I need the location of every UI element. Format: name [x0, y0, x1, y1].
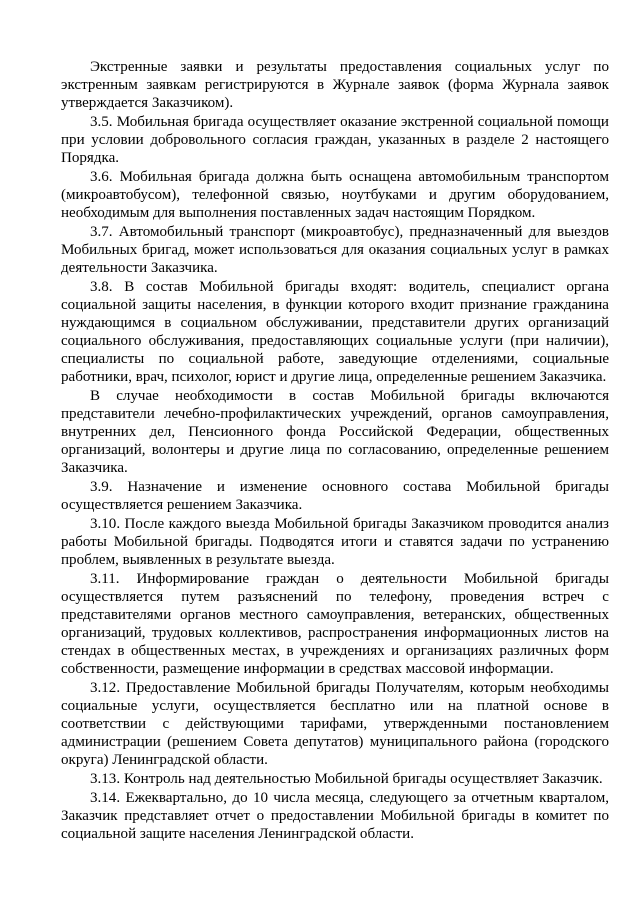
- paragraph-3-11: 3.11. Информирование граждан о деятельности Мобильной бригады осуществляется путем разъяснений по телефону, проведения встреч с представителями органов местного самоуправления, ветеранских, общественных организаций, трудовых коллективов, распространения информационных листов на стендах в общественных местах, в учреждениях и организациях различных форм собственности, размещение информации в средствах массовой информации.: [61, 571, 609, 677]
- paragraph-3-8: 3.8. В состав Мобильной бригады входят: водитель, специалист органа социальной защиты населения, в функции которого входит признание гражданина нуждающимся в социальном обслуживании, представители других организаций социального обслуживания, предоставляющих социальные услуги (при наличии), специалисты по социальной работе, заведующие отделениями, социальные работники, врач, психолог, юрист и другие лица, определенные решением Заказчика.: [61, 279, 609, 385]
- paragraph-3-6: 3.6. Мобильная бригада должна быть оснащена автомобильным транспортом (микроавтобусом), телефонной связью, ноутбуками и другим оборудованием, необходимым для выполнения поставленных задач настоящим Порядком.: [61, 169, 609, 221]
- paragraph-3-10: 3.10. После каждого выезда Мобильной бригады Заказчиком проводится анализ работы Мобильной бригады. Подводятся итоги и ставятся задачи по устранению проблем, выявленных в результате выезда.: [61, 516, 609, 568]
- paragraph-3-13: 3.13. Контроль над деятельностью Мобильной бригады осуществляет Заказчик.: [90, 771, 603, 787]
- paragraph-emergency-requests: Экстренные заявки и результаты предоставления социальных услуг по экстренным заявкам регистрируются в Журнале заявок (форма Журнала заявок утверждается Заказчиком).: [61, 59, 609, 111]
- document-page: [61, 58, 609, 844]
- paragraph-3-7: 3.7. Автомобильный транспорт (микроавтобус), предназначенный для выездов Мобильных бригад, может использоваться для оказания социальных услуг в рамках деятельности Заказчика.: [61, 224, 609, 276]
- paragraph-3-14: 3.14. Ежеквартально, до 10 числа месяца, следующего за отчетным кварталом, Заказчик представляет отчет о предоставлении Мобильной бригады в комитет по социальной защите населения Ленинградской области.: [61, 790, 609, 842]
- paragraph-3-9: 3.9. Назначение и изменение основного состава Мобильной бригады осуществляется решением Заказчика.: [61, 479, 609, 513]
- paragraph-3-12: 3.12. Предоставление Мобильной бригады Получателям, которым необходимы социальные услуги, осуществляется бесплатно или на платной основе в соответствии с действующими тарифами, утвержденными постановлением администрации (решением Совета депутатов) муниципального района (городского округа) Ленинградской области.: [61, 680, 609, 768]
- paragraph-3-8-additional: В случае необходимости в состав Мобильной бригады включаются представители лечебно-профилактических учреждений, органов самоуправления, внутренних дел, Пенсионного фонда Российской Федерации, общественных организаций, волонтеры и другие лица по согласованию, определенные решением Заказчика.: [61, 388, 609, 476]
- paragraph-3-5: 3.5. Мобильная бригада осуществляет оказание экстренной социальной помощи при условии добровольного согласия граждан, указанных в разделе 2 настоящего Порядка.: [61, 114, 609, 166]
